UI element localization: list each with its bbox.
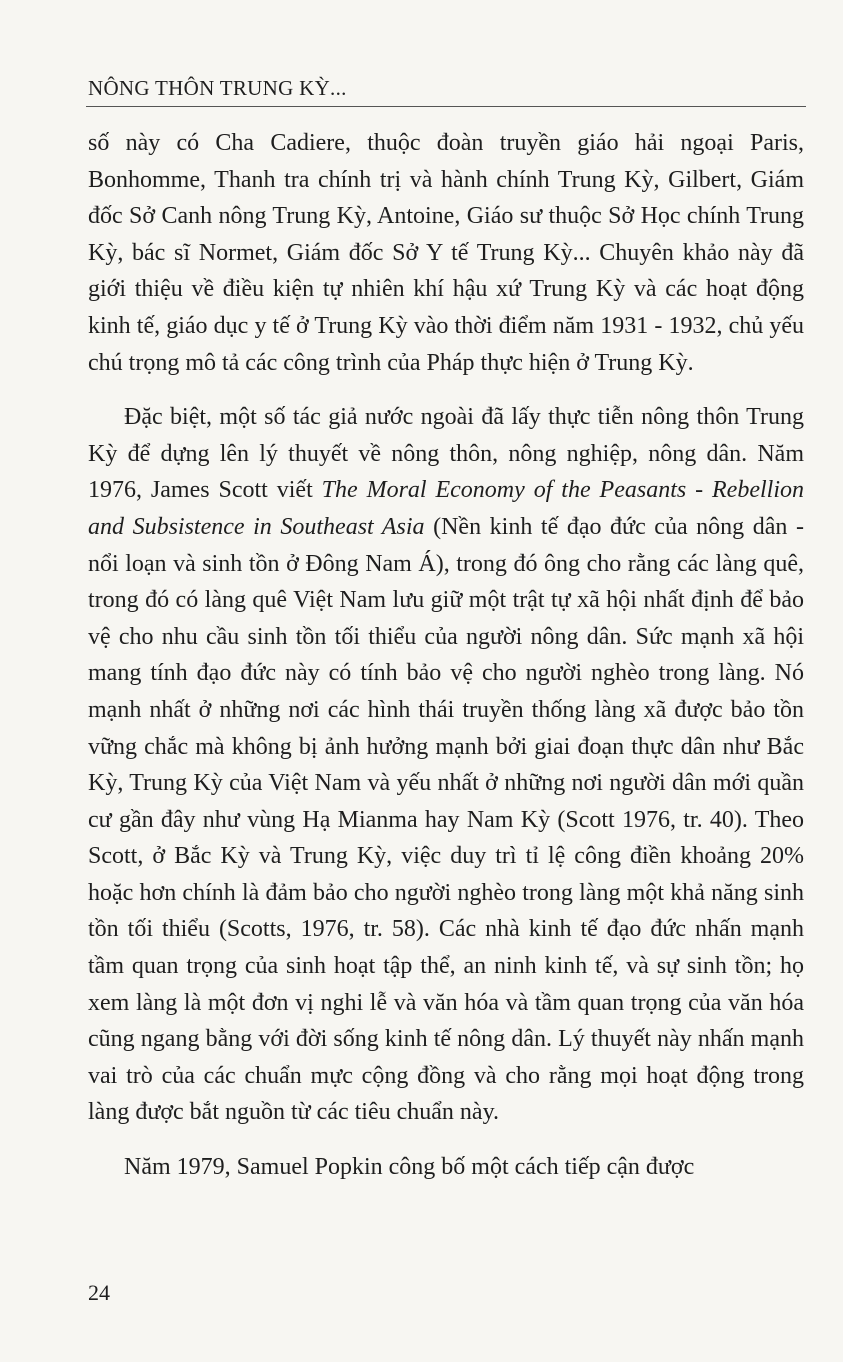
paragraph-popkin: Năm 1979, Samuel Popkin công bố một cách tiếp cận được bbox=[124, 1154, 695, 1181]
paragraph-continued: số này có Cha Cadiere, thuộc đoàn truyền giáo hải ngoại Paris, Bonhomme, Thanh tra chính trị và hành chính Trung Kỳ, Gilbert, Giám đốc Sở Canh nông Trung Kỳ, Antoine, Giáo sư thuộc Sở Học chính Trung Kỳ, bác sĩ Normet, Giám đốc Sở Y tế Trung Kỳ... Chuyên khảo này đã giới thiệu về điều kiện tự nhiên khí hậu xứ Trung Kỳ và các hoạt động kinh tế, giáo dục y tế ở Trung Kỳ vào thời điểm năm 1931 - 1932, chủ yếu chú trọng mô tả các công trình của Pháp thực hiện ở Trung Kỳ. bbox=[88, 130, 804, 376]
page-number: 24 bbox=[88, 1280, 110, 1305]
paragraph-text: Đặc biệt, một số tác giả nước ngoài đã lấy thực tiễn nông thôn Trung Kỳ để dựng lên lý thuyết về nông thôn, nông nghiệp, nông dân. Năm 1976, James Scott viết bbox=[88, 404, 804, 504]
header-rule bbox=[86, 106, 806, 107]
page-body bbox=[88, 125, 804, 1204]
paragraph-scott bbox=[88, 399, 804, 1131]
paragraph-text: (Nền kinh tế đạo đức của nông dân - nổi loạn và sinh tồn ở Đông Nam Á), trong đó ông cho rằng các làng quê, trong đó có làng quê Việt Nam lưu giữ một trật tự xã hội nhất định để bảo vệ cho nhu cầu sinh tồn tối thiểu của người nông dân. Sức mạnh xã hội mang tính đạo đức này có tính bảo vệ cho người nghèo trong làng. Nó mạnh nhất ở những nơi các hình thái truyền thống làng xã được bảo tồn vững chắc mà không bị ảnh hưởng mạnh bởi giai đoạn thực dân như Bắc Kỳ, Trung Kỳ của Việt Nam và yếu nhất ở những nơi người dân mới quần cư gần đây như vùng Hạ Mianma hay Nam Kỳ (Scott 1976, tr. 40). Theo Scott, ở Bắc Kỳ và Trung Kỳ, việc duy trì tỉ lệ công điền khoảng 20% hoặc hơn chính là đảm bảo cho người nghèo trong làng một khả năng sinh tồn tối thiểu (Scotts, 1976, tr. 58). Các nhà kinh tế đạo đức nhấn mạnh tầm quan trọng của sinh hoạt tập thể, an ninh kinh tế, và sự sinh tồn; họ xem làng là một đơn vị nghi lễ và văn hóa và tầm quan trọng của văn hóa cũng ngang bằng với đời sống kinh tế nông dân. Lý thuyết này nhấn mạnh vai trò của các chuẩn mực cộng đồng và cho rằng mọi hoạt động trong làng được bắt nguồn từ các tiêu chuẩn này. bbox=[88, 513, 804, 1126]
book-title: The Moral Economy of the Peasants - Rebellion and Subsistence in Southeast Asia bbox=[88, 477, 804, 540]
running-header: NÔNG THÔN TRUNG KỲ... bbox=[88, 76, 347, 100]
